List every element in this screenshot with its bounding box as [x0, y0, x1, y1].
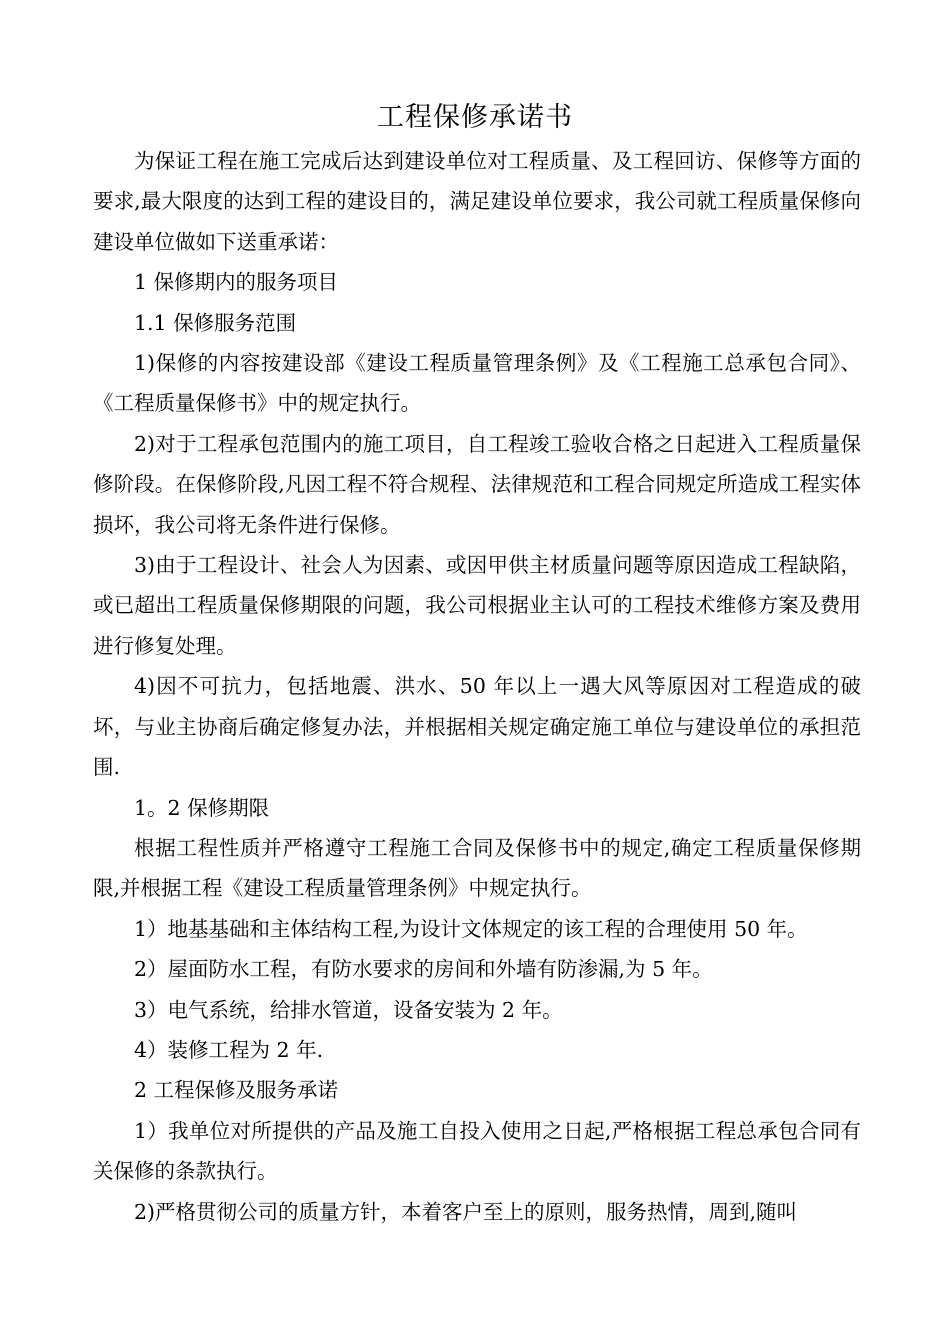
section-heading-1: 1 保修期内的服务项目 [134, 270, 339, 295]
paragraph-scope-1: 1)保修的内容按建设部《建设工程质量管理条例》及《工程施工总承包合同》、《工程质量保修书》中的规定执行。 [93, 351, 861, 416]
list-item-period-4: 4）装修工程为 2 年. [134, 1037, 324, 1062]
list-item-period-1: 1）地基基础和主体结构工程,为设计文体规定的该工程的合理使用 50 年。 [134, 916, 808, 941]
paragraph-commitment-1: 1）我单位对所提供的产品及施工自投入使用之日起,严格根据工程总承包合同有关保修的条款执行。 [93, 1118, 861, 1184]
document-body [93, 141, 861, 1232]
paragraph-scope-2: 2)对于工程承包范围内的施工项目，自工程竣工验收合格之日起进入工程质量保修阶段。在保修阶段,凡因工程不符合规程、法律规范和工程合同规定所造成工程实体损坏，我公司将无条件进行保修。 [93, 431, 861, 537]
paragraph-commitment-2: 2)严格贯彻公司的质量方针，本着客户至上的原则，服务热情，周到,随叫 [134, 1199, 798, 1224]
section-heading-2: 2 工程保修及服务承诺 [134, 1078, 339, 1103]
paragraph-period-intro: 根据工程性质并严格遵守工程施工合同及保修书中的规定,确定工程质量保修期限,并根据工程《建设工程质量管理条例》中规定执行。 [93, 835, 861, 901]
paragraph-scope-3: 3)由于工程设计、社会人为因素、或因甲供主材质量问题等原因造成工程缺陷，或已超出工程质量保修期限的问题，我公司根据业主认可的工程技术维修方案及费用进行修复处理。 [93, 553, 861, 658]
paragraph-scope-4: 4)因不可抗力，包括地震、洪水、50 年以上一遇大风等原因对工程造成的破坏，与业主协商后确定修复办法，并根据相关规定确定施工单位与建设单位的承担范围. [93, 674, 861, 780]
subsection-heading-1-2: 1。2 保修期限 [134, 795, 270, 820]
list-item-period-3: 3）电气系统，给排水管道，设备安装为 2 年。 [134, 997, 563, 1022]
document-title: 工程保修承诺书 [377, 102, 573, 133]
paragraph-intro: 为保证工程在施工完成后达到建设单位对工程质量、及工程回访、保修等方面的要求,最大限度的达到工程的建设目的，满足建设单位要求，我公司就工程质量保修向建设单位做如下送重承诺： [93, 149, 861, 254]
list-item-period-2: 2）屋面防水工程，有防水要求的房间和外墙有防渗漏,为 5 年。 [134, 957, 713, 982]
subsection-heading-1-1: 1.1 保修服务范围 [134, 310, 297, 335]
